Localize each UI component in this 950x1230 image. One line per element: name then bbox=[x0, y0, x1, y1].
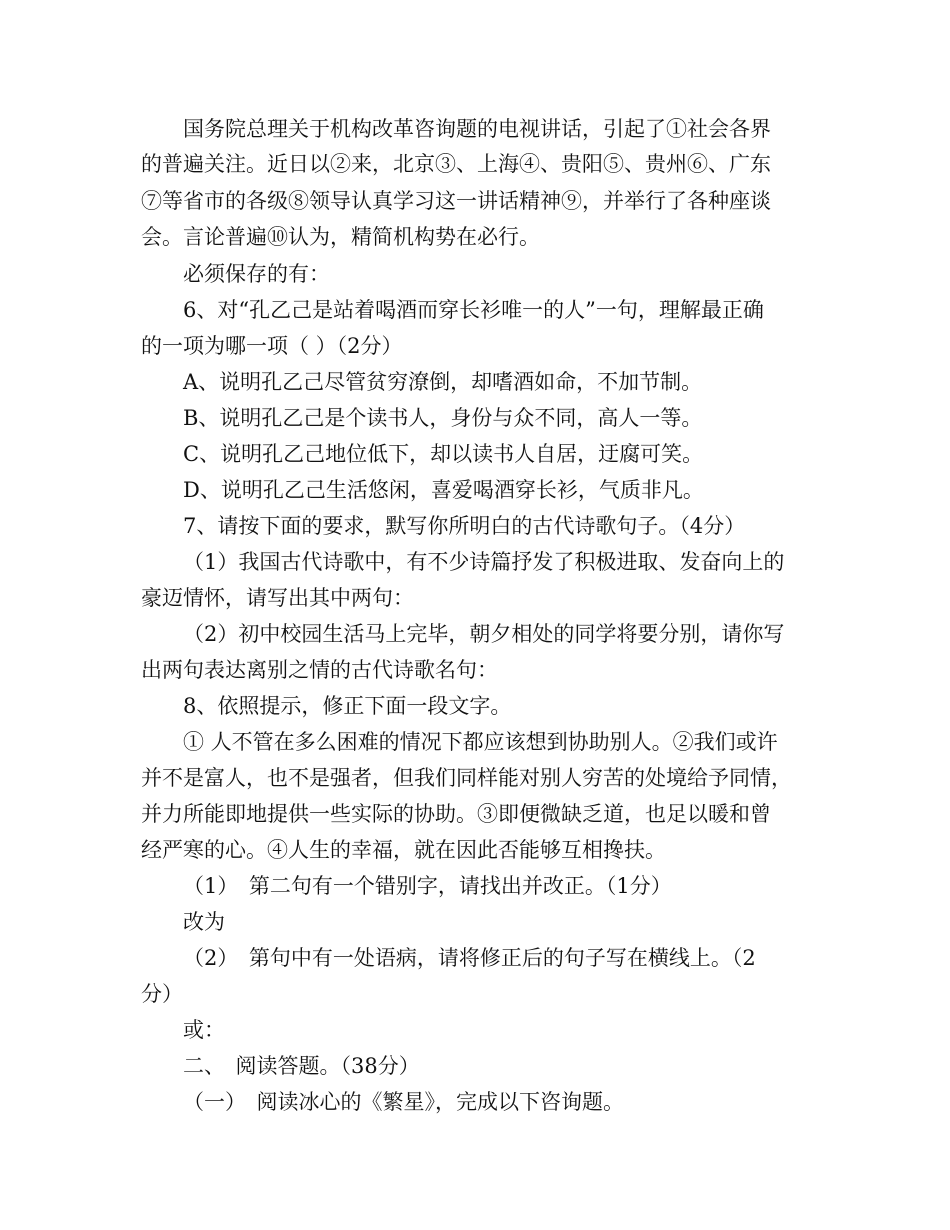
option-c: C、说明孔乙己地位低下，却以读书人自居，迂腐可笑。 bbox=[183, 442, 704, 466]
question-8: 8、依照提示，修正下面一段文字。 bbox=[183, 694, 512, 718]
sub-question: （2）初中校园生活马上完毕，朝夕相处的同学将要分别，请你写 bbox=[183, 622, 785, 646]
text-line: 并力所能即地提供一些实际的协助。③即便微缺乏道，也足以暖和曾 bbox=[141, 802, 771, 826]
sub-question: （2） 第句中有一处语病，请将修正后的句子写在横线上。（2 bbox=[183, 946, 756, 970]
option-a: A、说明孔乙己尽管贫穷潦倒，却嗜酒如命，不加节制。 bbox=[183, 370, 703, 394]
text-line: ① 人不管在多么困难的情况下都应该想到协助别人。②我们或许 bbox=[183, 730, 778, 754]
text-line: 豪迈情怀，请写出其中两句： bbox=[141, 586, 414, 610]
text-line: 会。言论普遍⑩认为，精简机构势在必行。 bbox=[141, 225, 540, 249]
text-line: 经严寒的心。④人生的幸福，就在因此否能够互相搀扶。 bbox=[141, 838, 666, 862]
text-line: 的普遍关注。近日以②来，北京③、上海④、贵阳⑤、贵州⑥、广东 bbox=[141, 152, 771, 176]
section-heading: （一） 阅读冰心的《繁星》，完成以下咨询题。 bbox=[183, 1090, 624, 1114]
option-b: B、说明孔乙己是个读书人，身份与众不同，高人一等。 bbox=[183, 406, 703, 430]
text-line: 国务院总理关于机构改革咨询题的电视讲话，引起了①社会各界 bbox=[183, 117, 771, 141]
text-line: 或： bbox=[183, 1018, 225, 1042]
sub-question: （1）我国古代诗歌中，有不少诗篇抒发了积极进取、发奋向上的 bbox=[183, 550, 785, 574]
text-line: ⑦等省市的各级⑧领导认真学习这一讲话精神⑨，并举行了各种座谈 bbox=[141, 189, 771, 213]
text-line: 的一项为哪一项（ ）（2分） bbox=[141, 334, 403, 358]
text-line: 出两句表达离别之情的古代诗歌名句： bbox=[141, 658, 498, 682]
question-7: 7、请按下面的要求，默写你所明白的古代诗歌句子。（4分） bbox=[183, 514, 746, 538]
option-d: D、说明孔乙己生活悠闲，喜爱喝酒穿长衫，气质非凡。 bbox=[183, 478, 704, 502]
text-line: 必须保存的有： bbox=[183, 262, 330, 286]
section-heading: 二、 阅读答题。（38分） bbox=[183, 1054, 420, 1078]
text-line: 分） bbox=[141, 982, 183, 1006]
text-line: 并不是富人，也不是强者，但我们同样能对别人穷苦的处境给予同情， bbox=[141, 766, 792, 790]
sub-question: （1） 第二句有一个错别字，请找出并改正。（1分） bbox=[183, 874, 672, 898]
text-line: 改为 bbox=[183, 910, 225, 934]
question-6: 6、对“孔乙己是站着喝酒而穿长衫唯一的人”一句，理解最正确 bbox=[183, 298, 764, 322]
